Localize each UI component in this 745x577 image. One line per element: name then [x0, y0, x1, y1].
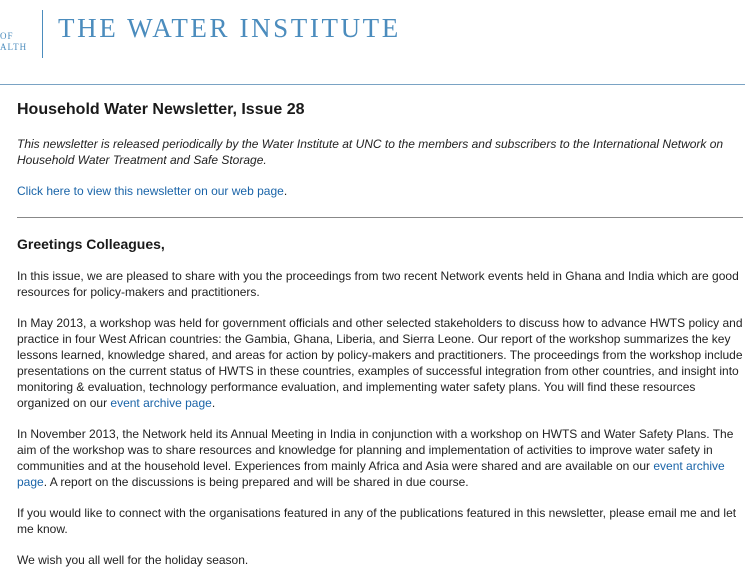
paragraph-may-workshop — [17, 315, 743, 411]
paragraph-november-suffix: . A report on the discussions is being prepared and will be shared in due course. — [43, 475, 469, 489]
view-link-suffix: . — [283, 184, 288, 198]
paragraph-may-suffix: . — [211, 396, 216, 410]
newsletter-title: Household Water Newsletter, Issue 28 — [17, 101, 305, 118]
event-archive-link-2[interactable]: event archive page — [17, 459, 725, 489]
paragraph-may-text: In May 2013, a workshop was held for government officials and other selected stakeholders to discuss how to advance HWTS policy and practice in four West African countries: the Gambia, Ghana, Liberia, and Sierra Leone. Our report of the workshop summarizes the key lessons learned, knowledge shared, and areas for action by policy-makers and practitioners. The proceedings from the workshop include presentations on the current status of HWTS in these countries, examples of successful integration from other countries, and insight into monitoring & evaluation, technology performance evaluation, and implementing water safety plans. You will find these resources organized on our — [17, 316, 743, 410]
paragraph-november-meeting — [17, 426, 743, 490]
view-web-line — [17, 183, 743, 199]
section-divider — [17, 217, 743, 218]
paragraph-holiday: We wish you all well for the holiday season. — [17, 553, 249, 567]
water-institute-logo: THE WATER INSTITUTE — [58, 13, 401, 43]
logo-left-line2: ALTH — [0, 42, 28, 52]
view-web-page-link[interactable]: Click here to view this newsletter on our web page — [17, 184, 284, 198]
logo-divider — [42, 10, 43, 58]
greeting-heading: Greetings Colleagues, — [17, 236, 165, 252]
header-banner — [0, 0, 745, 85]
paragraph-november-text: In November 2013, the Network held its Annual Meeting in India in conjunction with a workshop on HWTS and Water Safety Plans. The aim of the workshop was to share resources and knowledge for planning and implementation of activities to improve water safety in communities and at the household level. Experiences from mainly Africa and Asia were shared and are available on our — [17, 427, 734, 473]
newsletter-intro: This newsletter is released periodically by the Water Institute at UNC to the members and subscribers to the International Network on Household Water Treatment and Safe Storage. — [17, 137, 724, 167]
newsletter-content — [17, 100, 743, 568]
paragraph-intro: In this issue, we are pleased to share with you the proceedings from two recent Network events held in Ghana and India which are good resources for policy-makers and practitioners. — [17, 269, 739, 299]
event-archive-link[interactable]: event archive page — [110, 396, 212, 410]
school-logo-fragment — [0, 31, 27, 53]
logo-left-line1: OF — [0, 31, 14, 41]
paragraph-contact: If you would like to connect with the organisations featured in any of the publications featured in this newsletter, please email me and let me know. — [17, 506, 737, 536]
